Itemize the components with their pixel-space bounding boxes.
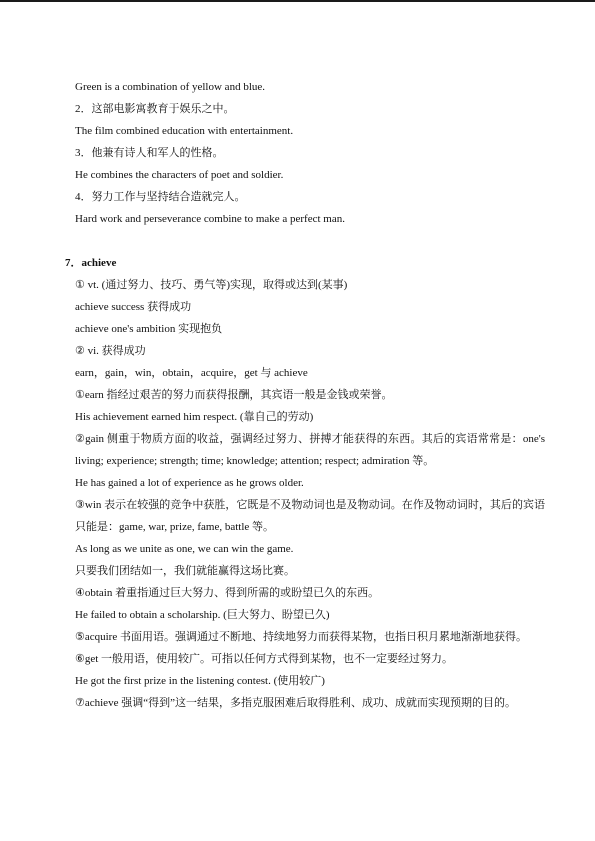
example-line: 2．这部电影寓教育于娱乐之中。	[75, 103, 235, 115]
example-sentence: He failed to obtain a scholarship. (巨大努力、盼望已久)	[75, 609, 330, 621]
example-translation: 只要我们团结如一，我们就能赢得这场比赛。	[75, 565, 295, 577]
synonym-note: ③win 表示在较强的竞争中获胜，它既是不及物动词也是及物动词。在作及物动词时，其后的宾语只能是：game, war, prize, fame, battle 等。	[75, 499, 545, 533]
example-line: 4．努力工作与坚持结合造就完人。	[75, 191, 246, 203]
synonym-note: ⑤acquire 书面用语。强调通过不断地、持续地努力而获得某物，也指日积月累地渐渐地获得。	[75, 631, 527, 643]
example-line: He combines the characters of poet and soldier.	[75, 169, 284, 181]
example-line: 3．他兼有诗人和军人的性格。	[75, 147, 224, 159]
synonym-note: ④obtain 着重指通过巨大努力、得到所需的或盼望已久的东西。	[75, 587, 380, 599]
example-sentence: He has gained a lot of experience as he grows older.	[75, 477, 304, 489]
example-sentence: He got the first prize in the listening contest. (使用较广)	[75, 675, 325, 687]
section-heading: 7．achieve	[65, 257, 117, 269]
collocation-line: achieve success 获得成功	[75, 301, 192, 313]
synonym-note: ⑦achieve 强调“得到”这一结果，多指克服困难后取得胜利、成功、成就而实现预期的目的。	[75, 697, 516, 709]
example-line: Hard work and perseverance combine to make a perfect man.	[75, 213, 345, 225]
synonym-list-line: earn，gain，win，obtain，acquire，get 与 achieve	[75, 367, 308, 379]
collocation-line: achieve one's ambition 实现抱负	[75, 323, 223, 335]
header-rule	[0, 0, 595, 2]
synonym-note: ①earn 指经过艰苦的努力而获得报酬，其宾语一般是金钱或荣誉。	[75, 389, 393, 401]
synonym-note: ⑥get 一般用语，使用较广。可指以任何方式得到某物，也不一定要经过努力。	[75, 653, 454, 665]
synonym-note: ②gain 侧重于物质方面的收益，强调经过努力、拼搏才能获得的东西。其后的宾语常常是：one's living; experience; strength; time; knowledge; attention; respect; admiration 等。	[75, 433, 545, 467]
section-spacer	[75, 230, 545, 252]
definition-line: ② vi. 获得成功	[75, 345, 146, 357]
definition-line: ① vt. (通过努力、技巧、勇气等)实现，取得或达到(某事)	[75, 279, 348, 291]
example-line: Green is a combination of yellow and blue.	[75, 81, 266, 93]
example-sentence: His achievement earned him respect. (靠自己的劳动)	[75, 411, 314, 423]
example-line: The film combined education with entertainment.	[75, 125, 294, 137]
document-body	[65, 76, 545, 714]
example-sentence: As long as we unite as one, we can win the game.	[75, 543, 294, 555]
